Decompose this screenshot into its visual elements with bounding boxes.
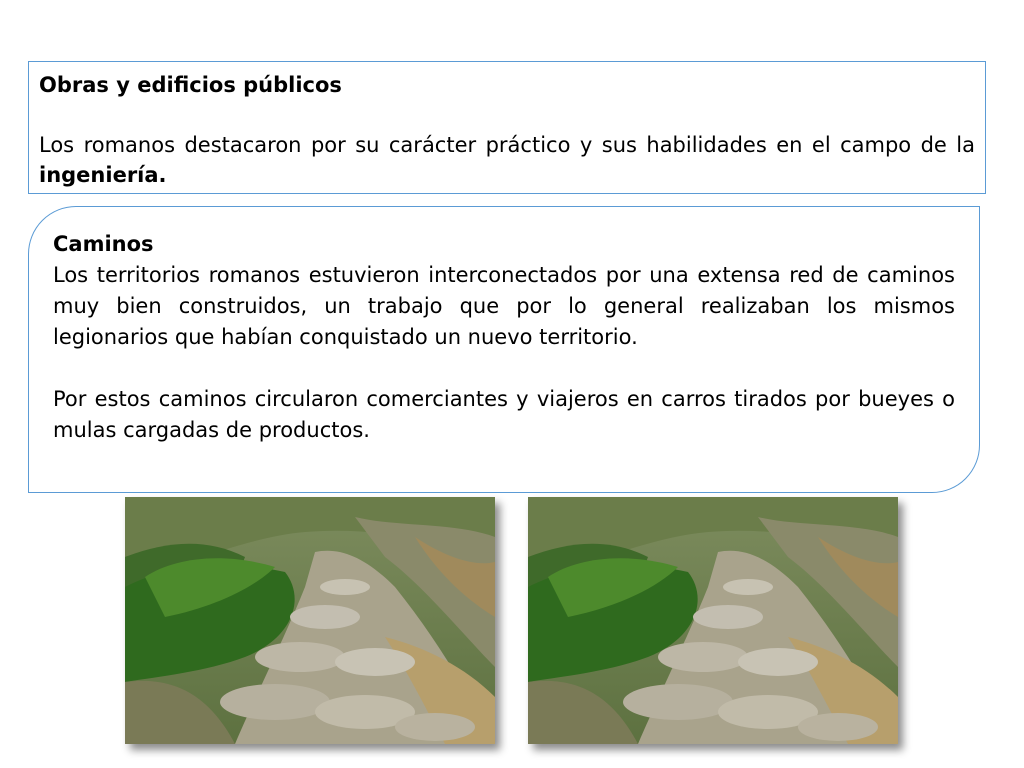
intro-text-box: [28, 61, 986, 194]
roman-road-photo-right: [528, 497, 898, 744]
section-title: Obras y edificios públicos: [39, 73, 342, 97]
intro-text: Los romanos destacaron por su carácter práctico y sus habilidades en el campo de la: [39, 133, 975, 157]
roads-title: Caminos: [53, 232, 154, 256]
roads-paragraph-2: Por estos caminos circularon comerciantes y viajeros en carros tirados por bueyes o mulas cargadas de productos.: [53, 387, 955, 442]
intro-paragraph: [39, 130, 975, 190]
roman-road-photo-left: [125, 497, 495, 744]
roads-text-box: [28, 206, 980, 493]
intro-bold-term: ingeniería.: [39, 163, 167, 187]
roads-paragraph-1: Los territorios romanos estuvieron interconectados por una extensa red de caminos muy bien construidos, un trabajo que por lo general realizaban los mismos legionarios que habían conquistado un nuevo territorio.: [53, 263, 955, 349]
